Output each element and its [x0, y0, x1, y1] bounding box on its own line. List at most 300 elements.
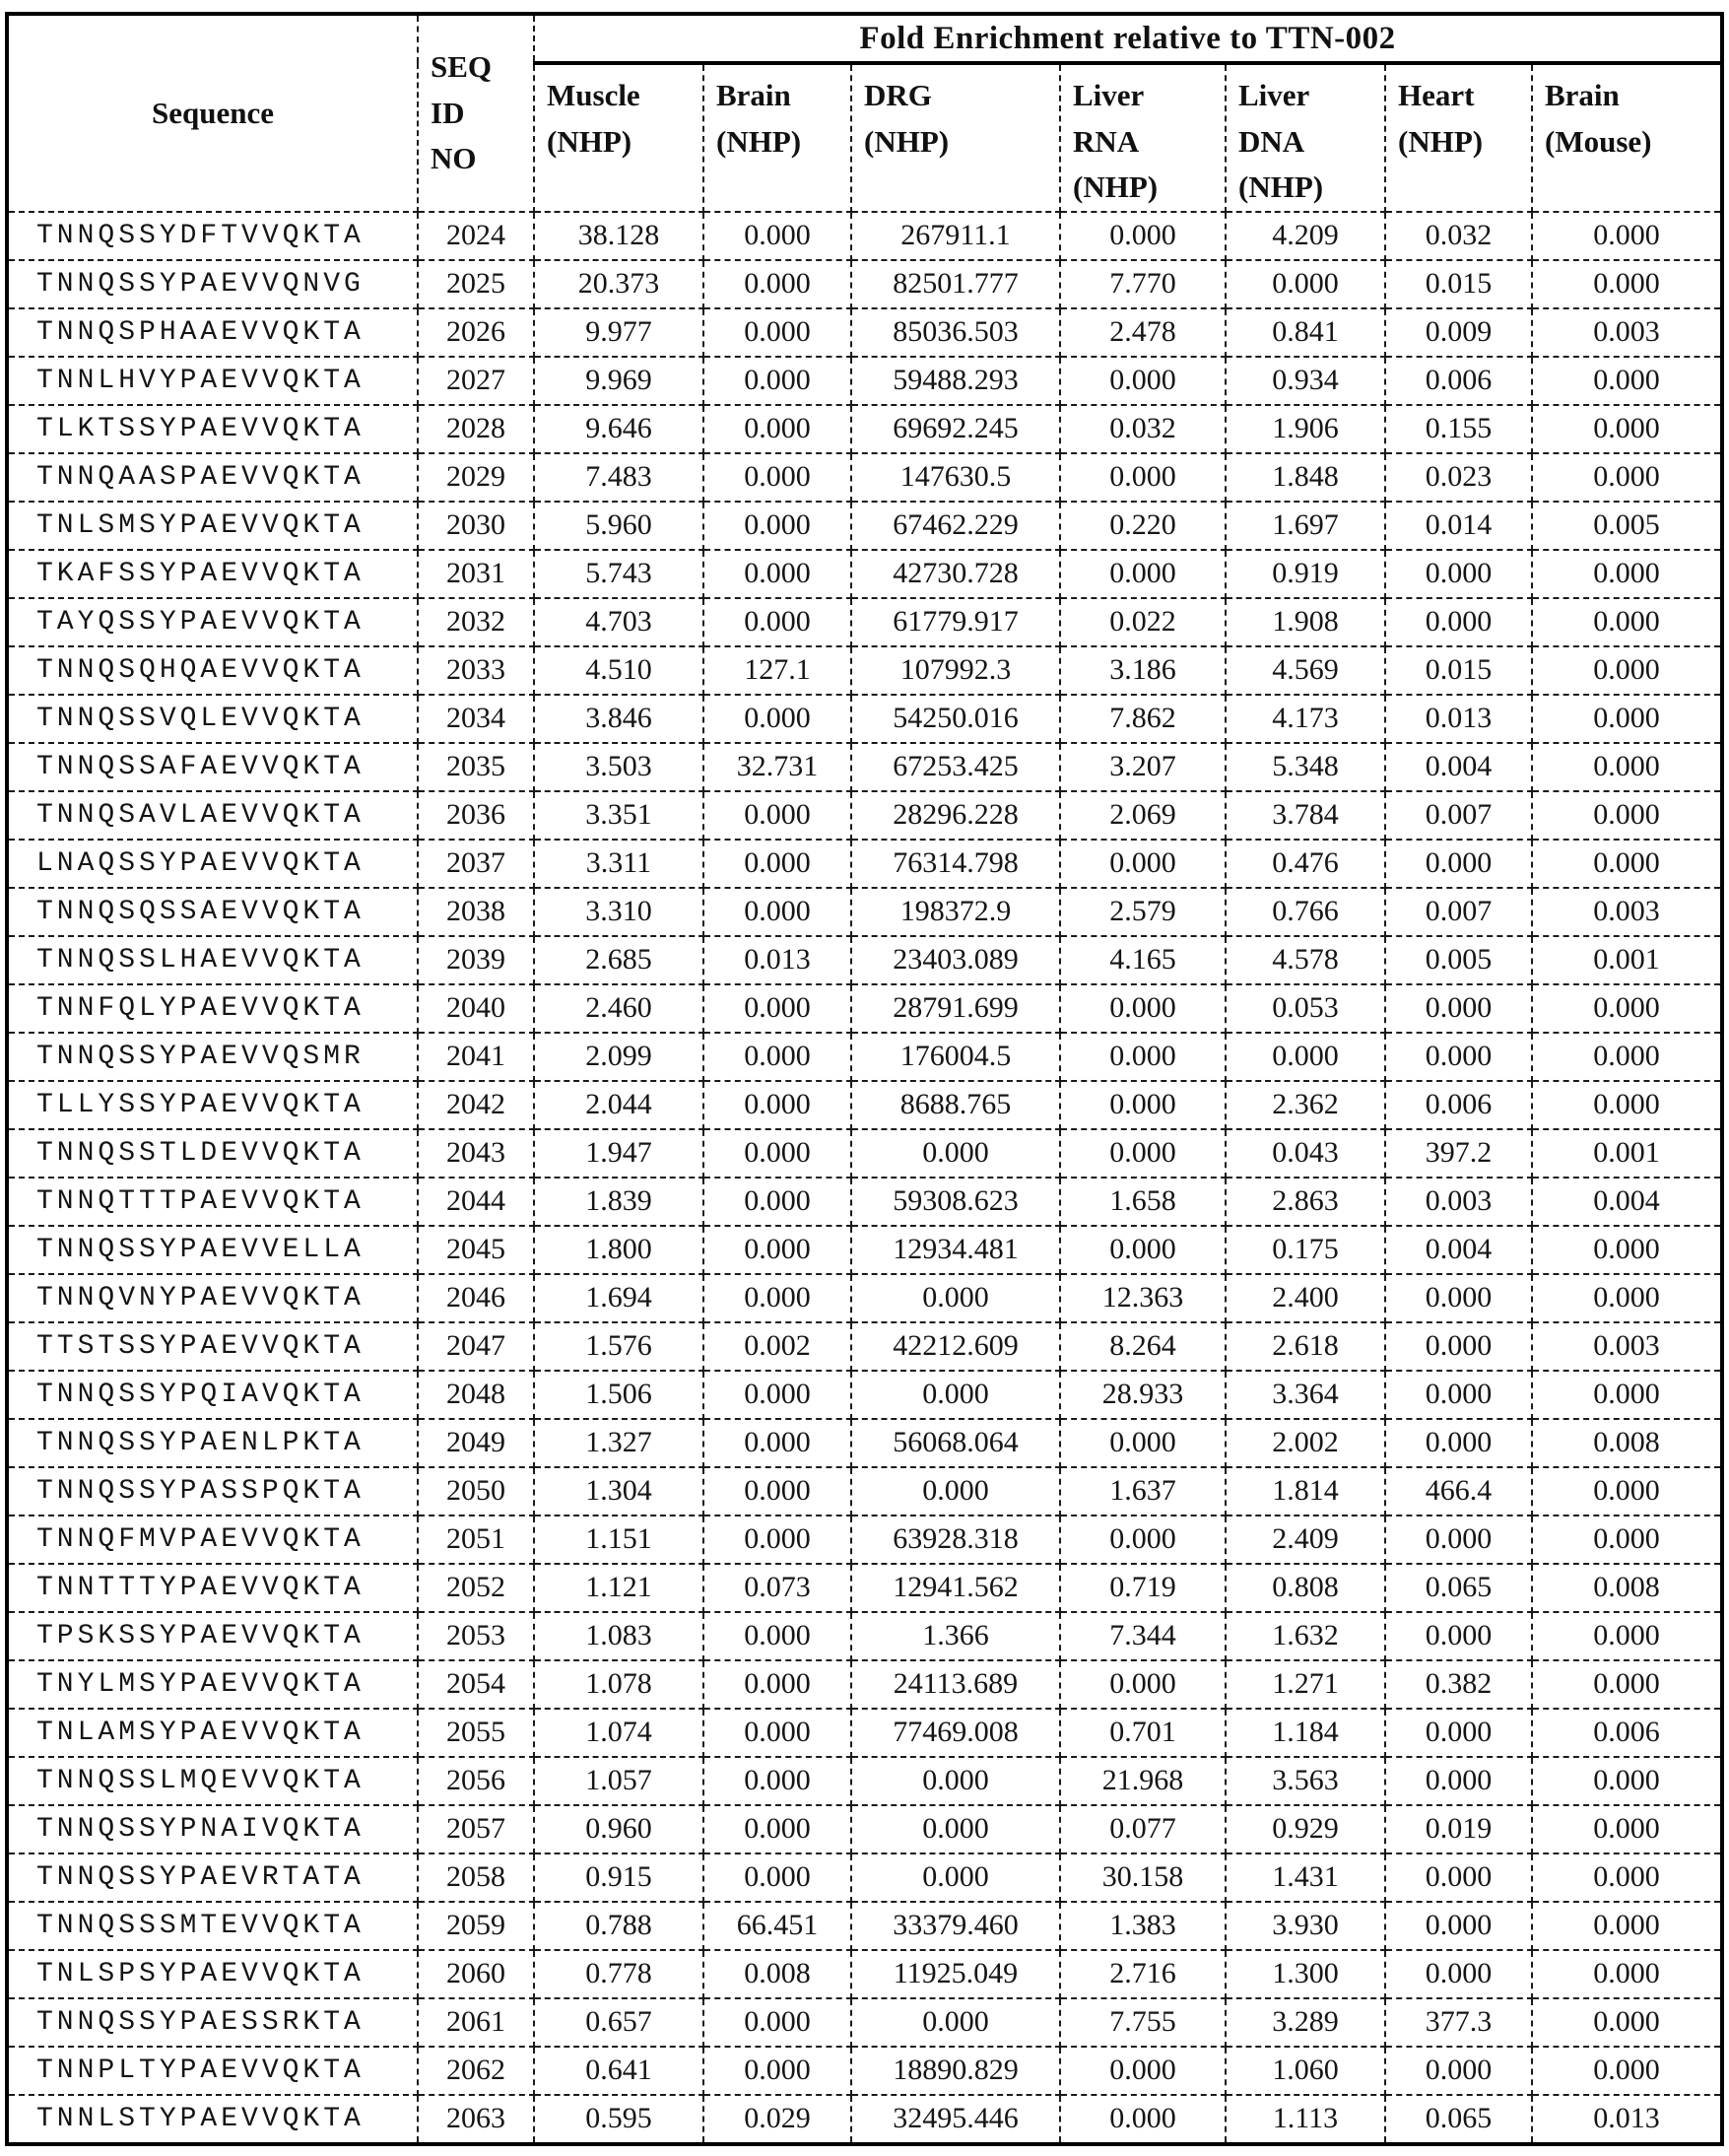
seq-id-no-cell: 2048: [418, 1371, 534, 1419]
seq-id-no-cell: 2036: [418, 791, 534, 840]
drg-nhp-cell: 67462.229: [851, 502, 1060, 550]
seq-id-no-cell: 2026: [418, 308, 534, 357]
liver-rna-nhp-cell: 0.032: [1060, 405, 1226, 453]
heart-nhp-cell: 0.000: [1385, 1902, 1532, 1950]
brain-mouse-cell: 0.008: [1532, 1419, 1722, 1467]
table-row: [7, 405, 1722, 453]
table-row: [7, 2095, 1722, 2144]
heart-nhp-cell: 0.000: [1385, 840, 1532, 888]
brain-nhp-cell: 127.1: [703, 646, 851, 695]
column-header-heart-nhp: Heart (NHP): [1385, 63, 1532, 212]
muscle-nhp-cell: 0.641: [534, 2047, 703, 2095]
seq-id-no-cell: 2030: [418, 502, 534, 550]
heart-nhp-cell: 0.006: [1385, 1081, 1532, 1129]
liver-dna-nhp-cell: 2.863: [1226, 1178, 1385, 1226]
sequence-cell: TNNTTTYPAEVVQKTA: [7, 1564, 418, 1612]
seq-id-no-cell: 2060: [418, 1950, 534, 1998]
muscle-nhp-cell: 4.510: [534, 646, 703, 695]
drg-nhp-cell: 59308.623: [851, 1178, 1060, 1226]
liver-rna-nhp-cell: 0.000: [1060, 212, 1226, 260]
table-row: [7, 1371, 1722, 1419]
sequence-cell: TNNQSAVLAEVVQKTA: [7, 791, 418, 840]
muscle-nhp-cell: 1.057: [534, 1757, 703, 1805]
liver-rna-nhp-cell: 30.158: [1060, 1853, 1226, 1902]
muscle-nhp-cell: 0.778: [534, 1950, 703, 1998]
liver-rna-nhp-cell: 2.069: [1060, 791, 1226, 840]
muscle-nhp-cell: 1.839: [534, 1178, 703, 1226]
liver-dna-nhp-cell: 0.175: [1226, 1226, 1385, 1274]
liver-rna-nhp-cell: 0.000: [1060, 840, 1226, 888]
liver-rna-nhp-cell: 7.344: [1060, 1612, 1226, 1660]
seq-id-no-cell: 2059: [418, 1902, 534, 1950]
seq-id-no-cell: 2062: [418, 2047, 534, 2095]
header-row-group: [7, 14, 1722, 63]
brain-mouse-cell: 0.000: [1532, 550, 1722, 598]
liver-dna-nhp-cell: 0.808: [1226, 1564, 1385, 1612]
sequence-cell: TNNQAASPAEVVQKTA: [7, 453, 418, 502]
drg-nhp-cell: 28296.228: [851, 791, 1060, 840]
brain-nhp-cell: 0.013: [703, 936, 851, 984]
drg-nhp-cell: 33379.460: [851, 1902, 1060, 1950]
muscle-nhp-cell: 9.646: [534, 405, 703, 453]
liver-rna-nhp-cell: 4.165: [1060, 936, 1226, 984]
muscle-nhp-cell: 1.121: [534, 1564, 703, 1612]
brain-nhp-cell: 0.073: [703, 1564, 851, 1612]
muscle-nhp-cell: 1.506: [534, 1371, 703, 1419]
liver-dna-nhp-cell: 0.476: [1226, 840, 1385, 888]
heart-nhp-cell: 0.014: [1385, 502, 1532, 550]
brain-mouse-cell: 0.000: [1532, 212, 1722, 260]
brain-nhp-cell: 0.029: [703, 2095, 851, 2144]
heart-nhp-cell: 0.007: [1385, 888, 1532, 936]
muscle-nhp-cell: 1.576: [534, 1322, 703, 1371]
heart-nhp-cell: 0.013: [1385, 695, 1532, 743]
heart-nhp-cell: 0.000: [1385, 1274, 1532, 1322]
sequence-cell: TNLSMSYPAEVVQKTA: [7, 502, 418, 550]
seq-id-no-cell: 2047: [418, 1322, 534, 1371]
liver-dna-nhp-cell: 2.362: [1226, 1081, 1385, 1129]
liver-dna-nhp-cell: 4.569: [1226, 646, 1385, 695]
heart-nhp-cell: 0.004: [1385, 1226, 1532, 1274]
seq-id-no-cell: 2057: [418, 1805, 534, 1853]
table-row: [7, 1612, 1722, 1660]
liver-rna-nhp-cell: 0.000: [1060, 453, 1226, 502]
heart-nhp-cell: 0.007: [1385, 791, 1532, 840]
sequence-cell: TNNQSQHQAEVVQKTA: [7, 646, 418, 695]
liver-rna-nhp-cell: 7.862: [1060, 695, 1226, 743]
liver-rna-nhp-cell: 12.363: [1060, 1274, 1226, 1322]
muscle-nhp-cell: 4.703: [534, 598, 703, 646]
brain-nhp-cell: 0.000: [703, 1178, 851, 1226]
brain-mouse-cell: 0.000: [1532, 1612, 1722, 1660]
drg-nhp-cell: 0.000: [851, 1274, 1060, 1322]
brain-nhp-cell: 0.000: [703, 1419, 851, 1467]
brain-nhp-cell: 0.000: [703, 791, 851, 840]
heart-nhp-cell: 0.000: [1385, 2047, 1532, 2095]
brain-nhp-cell: 0.000: [703, 1709, 851, 1757]
sequence-cell: TNNQSSLHAEVVQKTA: [7, 936, 418, 984]
brain-mouse-cell: 0.001: [1532, 1129, 1722, 1178]
muscle-nhp-cell: 3.846: [534, 695, 703, 743]
seq-id-no-cell: 2040: [418, 984, 534, 1033]
sequence-cell: TNLSPSYPAEVVQKTA: [7, 1950, 418, 1998]
seq-id-no-cell: 2034: [418, 695, 534, 743]
liver-dna-nhp-cell: 0.043: [1226, 1129, 1385, 1178]
sequence-cell: TNNQSSYPNAIVQKTA: [7, 1805, 418, 1853]
sequence-cell: TTSTSSYPAEVVQKTA: [7, 1322, 418, 1371]
table-body: [7, 212, 1722, 2144]
liver-rna-nhp-cell: 1.658: [1060, 1178, 1226, 1226]
heart-nhp-cell: 0.009: [1385, 308, 1532, 357]
drg-nhp-cell: 54250.016: [851, 695, 1060, 743]
seq-id-no-cell: 2037: [418, 840, 534, 888]
drg-nhp-cell: 24113.689: [851, 1660, 1060, 1709]
liver-rna-nhp-cell: 0.000: [1060, 1226, 1226, 1274]
brain-nhp-cell: 0.000: [703, 1226, 851, 1274]
brain-nhp-cell: 0.000: [703, 550, 851, 598]
liver-rna-nhp-cell: 8.264: [1060, 1322, 1226, 1371]
sequence-cell: TNLAMSYPAEVVQKTA: [7, 1709, 418, 1757]
seq-id-no-cell: 2033: [418, 646, 534, 695]
seq-id-no-cell: 2041: [418, 1033, 534, 1081]
liver-rna-nhp-cell: 0.000: [1060, 2047, 1226, 2095]
seq-id-no-cell: 2031: [418, 550, 534, 598]
heart-nhp-cell: 0.000: [1385, 1612, 1532, 1660]
brain-mouse-cell: 0.000: [1532, 1853, 1722, 1902]
column-header-liver-dna-nhp: Liver DNA (NHP): [1226, 63, 1385, 212]
table-row: [7, 1033, 1722, 1081]
liver-rna-nhp-cell: 1.637: [1060, 1467, 1226, 1516]
sequence-cell: TNNQSSYDFTVVQKTA: [7, 212, 418, 260]
drg-nhp-cell: 18890.829: [851, 2047, 1060, 2095]
muscle-nhp-cell: 3.503: [534, 743, 703, 791]
liver-rna-nhp-cell: 0.000: [1060, 1516, 1226, 1564]
brain-mouse-cell: 0.000: [1532, 1467, 1722, 1516]
brain-mouse-cell: 0.005: [1532, 502, 1722, 550]
table-row: [7, 1757, 1722, 1805]
brain-nhp-cell: 0.000: [703, 1129, 851, 1178]
table-row: [7, 1516, 1722, 1564]
liver-rna-nhp-cell: 0.000: [1060, 1033, 1226, 1081]
muscle-nhp-cell: 38.128: [534, 212, 703, 260]
table-row: [7, 502, 1722, 550]
drg-nhp-cell: 59488.293: [851, 357, 1060, 405]
liver-dna-nhp-cell: 1.908: [1226, 598, 1385, 646]
seq-id-no-cell: 2025: [418, 260, 534, 308]
drg-nhp-cell: 11925.049: [851, 1950, 1060, 1998]
muscle-nhp-cell: 1.947: [534, 1129, 703, 1178]
table-row: [7, 1853, 1722, 1902]
drg-nhp-cell: 77469.008: [851, 1709, 1060, 1757]
drg-nhp-cell: 12941.562: [851, 1564, 1060, 1612]
muscle-nhp-cell: 5.743: [534, 550, 703, 598]
brain-mouse-cell: 0.000: [1532, 743, 1722, 791]
liver-dna-nhp-cell: 1.431: [1226, 1853, 1385, 1902]
sequence-cell: TLKTSSYPAEVVQKTA: [7, 405, 418, 453]
sequence-cell: TNNQSSSMTEVVQKTA: [7, 1902, 418, 1950]
liver-dna-nhp-cell: 3.364: [1226, 1371, 1385, 1419]
liver-dna-nhp-cell: 3.563: [1226, 1757, 1385, 1805]
brain-nhp-cell: 0.000: [703, 357, 851, 405]
brain-mouse-cell: 0.000: [1532, 1660, 1722, 1709]
table-row: [7, 1950, 1722, 1998]
muscle-nhp-cell: 1.304: [534, 1467, 703, 1516]
heart-nhp-cell: 0.000: [1385, 1516, 1532, 1564]
seq-id-no-cell: 2055: [418, 1709, 534, 1757]
brain-mouse-cell: 0.000: [1532, 1516, 1722, 1564]
liver-rna-nhp-cell: 2.716: [1060, 1950, 1226, 1998]
brain-mouse-cell: 0.000: [1532, 453, 1722, 502]
liver-dna-nhp-cell: 1.697: [1226, 502, 1385, 550]
drg-nhp-cell: 32495.446: [851, 2095, 1060, 2144]
heart-nhp-cell: 0.015: [1385, 646, 1532, 695]
table-row: [7, 308, 1722, 357]
drg-nhp-cell: 61779.917: [851, 598, 1060, 646]
sequence-cell: TNNLHVYPAEVVQKTA: [7, 357, 418, 405]
seq-id-no-cell: 2024: [418, 212, 534, 260]
heart-nhp-cell: 0.065: [1385, 2095, 1532, 2144]
brain-nhp-cell: 0.002: [703, 1322, 851, 1371]
liver-rna-nhp-cell: 21.968: [1060, 1757, 1226, 1805]
brain-mouse-cell: 0.003: [1532, 1322, 1722, 1371]
brain-mouse-cell: 0.000: [1532, 1226, 1722, 1274]
drg-nhp-cell: 76314.798: [851, 840, 1060, 888]
heart-nhp-cell: 0.000: [1385, 598, 1532, 646]
brain-nhp-cell: 0.000: [703, 1660, 851, 1709]
brain-nhp-cell: 0.000: [703, 1371, 851, 1419]
heart-nhp-cell: 397.2: [1385, 1129, 1532, 1178]
brain-nhp-cell: 0.000: [703, 1853, 851, 1902]
table-row: [7, 453, 1722, 502]
brain-mouse-cell: 0.000: [1532, 1902, 1722, 1950]
liver-rna-nhp-cell: 3.207: [1060, 743, 1226, 791]
brain-mouse-cell: 0.000: [1532, 840, 1722, 888]
seq-id-no-cell: 2053: [418, 1612, 534, 1660]
liver-rna-nhp-cell: 0.000: [1060, 1081, 1226, 1129]
sequence-cell: TNNQSSVQLEVVQKTA: [7, 695, 418, 743]
seq-id-no-cell: 2056: [418, 1757, 534, 1805]
brain-nhp-cell: 0.000: [703, 840, 851, 888]
column-header-brain-nhp: Brain (NHP): [703, 63, 851, 212]
heart-nhp-cell: 377.3: [1385, 1998, 1532, 2047]
liver-rna-nhp-cell: 0.000: [1060, 550, 1226, 598]
table-row: [7, 1709, 1722, 1757]
sequence-cell: TNNFQLYPAEVVQKTA: [7, 984, 418, 1033]
liver-dna-nhp-cell: 1.632: [1226, 1612, 1385, 1660]
heart-nhp-cell: 0.000: [1385, 1853, 1532, 1902]
liver-rna-nhp-cell: 0.000: [1060, 2095, 1226, 2144]
brain-nhp-cell: 0.000: [703, 308, 851, 357]
sequence-cell: TNNQSSLMQEVVQKTA: [7, 1757, 418, 1805]
liver-dna-nhp-cell: 4.578: [1226, 936, 1385, 984]
table-row: [7, 984, 1722, 1033]
sequence-cell: TNNQSSTLDEVVQKTA: [7, 1129, 418, 1178]
seq-id-no-cell: 2063: [418, 2095, 534, 2144]
table-row: [7, 1129, 1722, 1178]
heart-nhp-cell: 0.000: [1385, 1033, 1532, 1081]
brain-nhp-cell: 0.000: [703, 1998, 851, 2047]
brain-nhp-cell: 0.000: [703, 1612, 851, 1660]
drg-nhp-cell: 23403.089: [851, 936, 1060, 984]
drg-nhp-cell: 28791.699: [851, 984, 1060, 1033]
liver-rna-nhp-cell: 0.220: [1060, 502, 1226, 550]
fold-enrichment-table: [5, 12, 1724, 2146]
muscle-nhp-cell: 1.074: [534, 1709, 703, 1757]
heart-nhp-cell: 0.015: [1385, 260, 1532, 308]
brain-mouse-cell: 0.000: [1532, 2047, 1722, 2095]
drg-nhp-cell: 0.000: [851, 1805, 1060, 1853]
liver-dna-nhp-cell: 2.618: [1226, 1322, 1385, 1371]
seq-id-no-cell: 2042: [418, 1081, 534, 1129]
sequence-cell: TNNQVNYPAEVVQKTA: [7, 1274, 418, 1322]
sequence-cell: TNNQSSYPAENLPKTA: [7, 1419, 418, 1467]
liver-rna-nhp-cell: 7.770: [1060, 260, 1226, 308]
table-row: [7, 1226, 1722, 1274]
seq-id-no-cell: 2038: [418, 888, 534, 936]
muscle-nhp-cell: 1.151: [534, 1516, 703, 1564]
sequence-cell: TNNQTTTPAEVVQKTA: [7, 1178, 418, 1226]
seq-id-no-cell: 2050: [418, 1467, 534, 1516]
liver-rna-nhp-cell: 2.579: [1060, 888, 1226, 936]
sequence-cell: TAYQSSYPAEVVQKTA: [7, 598, 418, 646]
liver-rna-nhp-cell: 0.077: [1060, 1805, 1226, 1853]
liver-dna-nhp-cell: 0.000: [1226, 260, 1385, 308]
brain-nhp-cell: 0.000: [703, 260, 851, 308]
heart-nhp-cell: 0.000: [1385, 1950, 1532, 1998]
liver-rna-nhp-cell: 1.383: [1060, 1902, 1226, 1950]
liver-dna-nhp-cell: 1.113: [1226, 2095, 1385, 2144]
seq-id-no-cell: 2029: [418, 453, 534, 502]
liver-dna-nhp-cell: 2.400: [1226, 1274, 1385, 1322]
muscle-nhp-cell: 2.685: [534, 936, 703, 984]
brain-mouse-cell: 0.000: [1532, 1757, 1722, 1805]
table-header: [7, 14, 1722, 212]
table-row: [7, 598, 1722, 646]
table-row: [7, 212, 1722, 260]
drg-nhp-cell: 1.366: [851, 1612, 1060, 1660]
drg-nhp-cell: 0.000: [851, 1467, 1060, 1516]
muscle-nhp-cell: 3.311: [534, 840, 703, 888]
sequence-cell: TNNQSSYPAEVVQSMR: [7, 1033, 418, 1081]
muscle-nhp-cell: 1.078: [534, 1660, 703, 1709]
brain-mouse-cell: 0.000: [1532, 1805, 1722, 1853]
liver-dna-nhp-cell: 2.409: [1226, 1516, 1385, 1564]
muscle-nhp-cell: 3.351: [534, 791, 703, 840]
table-row: [7, 791, 1722, 840]
muscle-nhp-cell: 0.657: [534, 1998, 703, 2047]
drg-nhp-cell: 267911.1: [851, 212, 1060, 260]
muscle-nhp-cell: 7.483: [534, 453, 703, 502]
sequence-cell: TNNQSSYPASSPQKTA: [7, 1467, 418, 1516]
table-row: [7, 1902, 1722, 1950]
sequence-cell: TNNQSSYPQIAVQKTA: [7, 1371, 418, 1419]
muscle-nhp-cell: 9.977: [534, 308, 703, 357]
brain-nhp-cell: 0.000: [703, 1081, 851, 1129]
liver-rna-nhp-cell: 0.022: [1060, 598, 1226, 646]
brain-nhp-cell: 0.000: [703, 598, 851, 646]
brain-nhp-cell: 0.000: [703, 405, 851, 453]
liver-rna-nhp-cell: 0.000: [1060, 984, 1226, 1033]
brain-mouse-cell: 0.000: [1532, 1274, 1722, 1322]
brain-mouse-cell: 0.008: [1532, 1564, 1722, 1612]
brain-mouse-cell: 0.000: [1532, 984, 1722, 1033]
sequence-cell: TNNPLTYPAEVVQKTA: [7, 2047, 418, 2095]
drg-nhp-cell: 107992.3: [851, 646, 1060, 695]
brain-mouse-cell: 0.003: [1532, 888, 1722, 936]
seq-id-no-cell: 2035: [418, 743, 534, 791]
column-header-drg-nhp: DRG (NHP): [851, 63, 1060, 212]
muscle-nhp-cell: 0.788: [534, 1902, 703, 1950]
heart-nhp-cell: 0.000: [1385, 550, 1532, 598]
table-row: [7, 1660, 1722, 1709]
liver-dna-nhp-cell: 0.934: [1226, 357, 1385, 405]
heart-nhp-cell: 0.000: [1385, 1371, 1532, 1419]
drg-nhp-cell: 56068.064: [851, 1419, 1060, 1467]
brain-mouse-cell: 0.000: [1532, 1950, 1722, 1998]
liver-rna-nhp-cell: 0.000: [1060, 1660, 1226, 1709]
brain-mouse-cell: 0.003: [1532, 308, 1722, 357]
column-header-muscle-nhp: Muscle (NHP): [534, 63, 703, 212]
seq-id-no-cell: 2046: [418, 1274, 534, 1322]
liver-rna-nhp-cell: 7.755: [1060, 1998, 1226, 2047]
group-header-fold-enrichment: Fold Enrichment relative to TTN-002: [534, 14, 1722, 63]
drg-nhp-cell: 67253.425: [851, 743, 1060, 791]
table-row: [7, 1805, 1722, 1853]
table-row: [7, 1274, 1722, 1322]
brain-nhp-cell: 0.000: [703, 888, 851, 936]
drg-nhp-cell: 0.000: [851, 1757, 1060, 1805]
brain-mouse-cell: 0.000: [1532, 260, 1722, 308]
drg-nhp-cell: 82501.777: [851, 260, 1060, 308]
table-row: [7, 1467, 1722, 1516]
brain-nhp-cell: 0.000: [703, 1805, 851, 1853]
brain-mouse-cell: 0.000: [1532, 405, 1722, 453]
muscle-nhp-cell: 2.460: [534, 984, 703, 1033]
liver-dna-nhp-cell: 1.814: [1226, 1467, 1385, 1516]
table-row: [7, 743, 1722, 791]
liver-rna-nhp-cell: 3.186: [1060, 646, 1226, 695]
drg-nhp-cell: 69692.245: [851, 405, 1060, 453]
table-row: [7, 936, 1722, 984]
liver-rna-nhp-cell: 0.719: [1060, 1564, 1226, 1612]
liver-dna-nhp-cell: 1.300: [1226, 1950, 1385, 1998]
table-row: [7, 1322, 1722, 1371]
brain-nhp-cell: 0.000: [703, 1467, 851, 1516]
drg-nhp-cell: 0.000: [851, 1371, 1060, 1419]
drg-nhp-cell: 176004.5: [851, 1033, 1060, 1081]
brain-nhp-cell: 0.000: [703, 502, 851, 550]
seq-id-no-cell: 2039: [418, 936, 534, 984]
seq-id-no-cell: 2045: [418, 1226, 534, 1274]
heart-nhp-cell: 0.019: [1385, 1805, 1532, 1853]
muscle-nhp-cell: 1.800: [534, 1226, 703, 1274]
heart-nhp-cell: 0.000: [1385, 1419, 1532, 1467]
table-row: [7, 1419, 1722, 1467]
seq-id-no-cell: 2027: [418, 357, 534, 405]
liver-dna-nhp-cell: 0.929: [1226, 1805, 1385, 1853]
liver-dna-nhp-cell: 0.919: [1226, 550, 1385, 598]
heart-nhp-cell: 0.000: [1385, 1757, 1532, 1805]
heart-nhp-cell: 0.005: [1385, 936, 1532, 984]
liver-dna-nhp-cell: 0.053: [1226, 984, 1385, 1033]
sequence-cell: TKAFSSYPAEVVQKTA: [7, 550, 418, 598]
table-row: [7, 840, 1722, 888]
heart-nhp-cell: 0.032: [1385, 212, 1532, 260]
brain-nhp-cell: 0.000: [703, 1757, 851, 1805]
liver-rna-nhp-cell: 28.933: [1060, 1371, 1226, 1419]
seq-id-no-cell: 2043: [418, 1129, 534, 1178]
liver-rna-nhp-cell: 2.478: [1060, 308, 1226, 357]
